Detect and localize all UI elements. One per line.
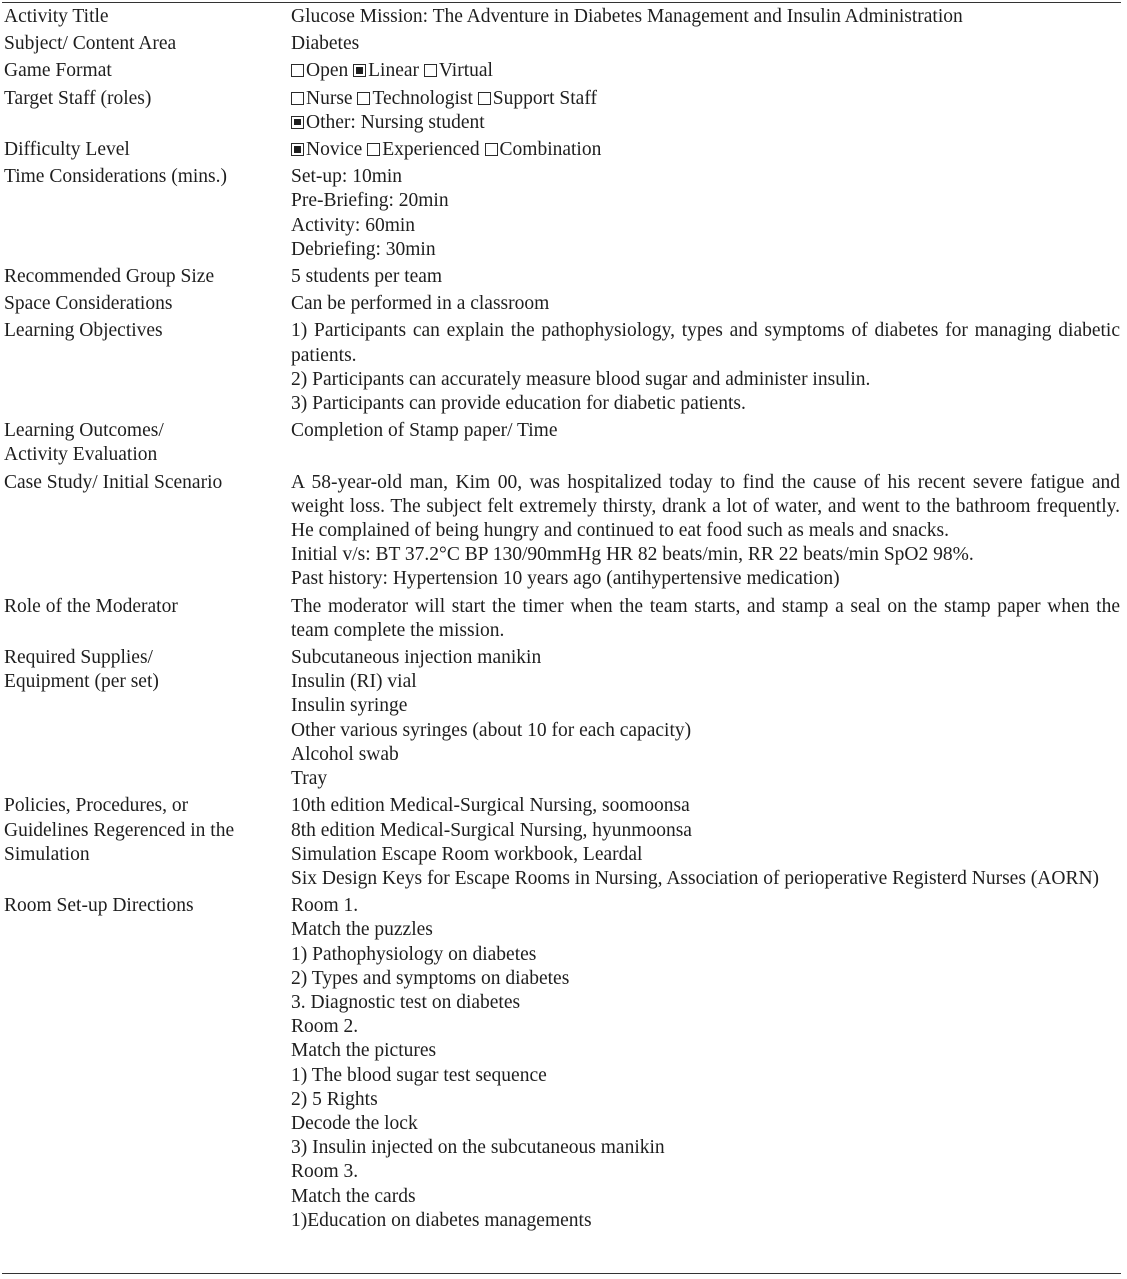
case-study-vitals: Initial v/s: BT 37.2°C BP 130/90mmHg HR 82 beats/min, RR 22 beats/min SpO2 98%. xyxy=(291,544,974,566)
checkbox-open-label: Open xyxy=(306,60,349,82)
checkbox-open xyxy=(291,59,348,83)
table-top-rule xyxy=(2,2,1121,3)
label-space: Space Considerations xyxy=(4,293,173,315)
label-outcomes-line-2: Activity Evaluation xyxy=(4,444,158,466)
value-objectives xyxy=(291,318,1120,418)
checkbox-other-label: Other: Nursing student xyxy=(306,111,485,133)
room-setup-line: 1) Pathophysiology on diabetes xyxy=(291,943,537,965)
room-setup-line: Match the cards xyxy=(291,1185,416,1207)
label-game-format: Game Format xyxy=(4,60,112,82)
checkbox-linear-box xyxy=(353,64,366,77)
supply-item: Alcohol swab xyxy=(291,743,399,765)
table-bottom-rule xyxy=(2,1273,1121,1274)
checkbox-support-staff xyxy=(478,87,597,111)
room-setup-line: 3. Diagnostic test on diabetes xyxy=(291,991,521,1013)
label-moderator: Role of the Moderator xyxy=(4,595,178,617)
row-policies xyxy=(4,793,1120,893)
checkbox-virtual xyxy=(424,59,493,83)
room-setup-line: 2) 5 Rights xyxy=(291,1088,378,1110)
label-target-staff: Target Staff (roles) xyxy=(4,87,152,109)
time-debriefing: Debriefing: 30min xyxy=(291,238,436,260)
time-prebriefing: Pre-Briefing: 20min xyxy=(291,190,449,212)
objective-2: 2) Participants can accurately measure blood sugar and administer insulin. xyxy=(291,368,871,390)
row-game-format xyxy=(4,58,1120,85)
checkbox-technologist-box xyxy=(357,92,370,105)
reference-item: 8th edition Medical-Surgical Nursing, hyunmoonsa xyxy=(291,819,692,841)
row-subject xyxy=(4,31,1120,58)
checkbox-support-staff-box xyxy=(478,92,491,105)
value-case-study xyxy=(291,470,1120,594)
value-game-format xyxy=(291,58,1120,85)
activity-table xyxy=(4,4,1120,1235)
value-outcomes: Completion of Stamp paper/ Time xyxy=(291,420,558,442)
supply-item: Insulin syringe xyxy=(291,695,408,717)
time-activity: Activity: 60min xyxy=(291,214,416,236)
value-subject: Diabetes xyxy=(291,33,360,55)
checkbox-open-box xyxy=(291,64,304,77)
value-policies xyxy=(291,793,1120,893)
checkbox-nurse-label: Nurse xyxy=(306,87,353,109)
checkbox-virtual-label: Virtual xyxy=(438,60,493,82)
value-difficulty xyxy=(291,137,1120,164)
label-supplies xyxy=(4,645,291,793)
value-activity-title: Glucose Mission: The Adventure in Diabetes Management and Insulin Administration xyxy=(291,6,963,27)
label-outcomes-line-1: Learning Outcomes/ xyxy=(4,420,164,442)
checkbox-support-staff-label: Support Staff xyxy=(492,87,597,109)
supply-item: Subcutaneous injection manikin xyxy=(291,647,542,669)
checkbox-combination-label: Combination xyxy=(499,139,602,161)
value-target-staff xyxy=(291,86,1120,137)
value-supplies xyxy=(291,645,1120,793)
checkbox-linear xyxy=(353,59,419,83)
row-time xyxy=(4,164,1120,264)
supply-item: Other various syringes (about 10 for each capacity) xyxy=(291,719,692,741)
row-activity-title xyxy=(4,4,1120,31)
label-subject: Subject/ Content Area xyxy=(4,33,177,55)
row-objectives xyxy=(4,318,1120,418)
room-setup-line: 1)Education on diabetes managements xyxy=(291,1209,592,1231)
room-setup-line: Match the puzzles xyxy=(291,919,433,941)
row-supplies xyxy=(4,645,1120,793)
label-time: Time Considerations (mins.) xyxy=(4,166,227,188)
value-group-size: 5 students per team xyxy=(291,266,443,288)
label-difficulty: Difficulty Level xyxy=(4,139,130,161)
room-setup-line: Room 3. xyxy=(291,1161,359,1183)
checkbox-experienced-label: Experienced xyxy=(382,139,480,161)
checkbox-combination-box xyxy=(485,143,498,156)
value-time xyxy=(291,164,1120,264)
objective-3: 3) Participants can provide education for diabetic patients. xyxy=(291,393,746,415)
reference-item: Simulation Escape Room workbook, Leardal xyxy=(291,843,643,865)
case-study-narrative: A 58-year-old man, Kim 00, was hospitalized today to find the cause of his recent severe fatigue and weight loss. The subject felt extremely thirsty, drank a lot of water, and went to the bathroom frequently. He complained of being hungry and continued to eat food such as meals and snacks. xyxy=(291,471,1120,542)
checkbox-other-box xyxy=(291,116,304,129)
checkbox-combination xyxy=(485,138,602,162)
row-room-setup xyxy=(4,893,1120,1235)
row-space xyxy=(4,291,1120,318)
checkbox-novice-box xyxy=(291,143,304,156)
case-study-history: Past history: Hypertension 10 years ago (antihypertensive medication) xyxy=(291,568,840,590)
checkbox-experienced xyxy=(367,138,479,162)
label-activity-title: Activity Title xyxy=(4,6,109,27)
row-outcomes xyxy=(4,418,1120,469)
label-objectives: Learning Objectives xyxy=(4,320,163,342)
label-outcomes xyxy=(4,418,291,469)
supply-item: Insulin (RI) vial xyxy=(291,671,417,693)
checkbox-novice xyxy=(291,138,362,162)
label-policies-line-1: Policies, Procedures, or xyxy=(4,795,189,817)
value-room-setup xyxy=(291,893,1120,1235)
checkbox-nurse xyxy=(291,87,353,111)
checkbox-novice-label: Novice xyxy=(306,139,363,161)
checkbox-linear-label: Linear xyxy=(368,60,420,82)
checkbox-technologist xyxy=(357,87,472,111)
supply-item: Tray xyxy=(291,768,328,790)
room-setup-line: Decode the lock xyxy=(291,1112,418,1134)
room-setup-line: Room 1. xyxy=(291,895,359,917)
reference-item: Six Design Keys for Escape Rooms in Nursing, Association of perioperative Registerd Nurses (AORN) xyxy=(291,867,1100,889)
label-policies xyxy=(4,793,291,893)
moderator-text: The moderator will start the timer when the team starts, and stamp a seal on the stamp paper when the team complete the mission. xyxy=(291,595,1120,641)
checkbox-experienced-box xyxy=(367,143,380,156)
room-setup-line: 2) Types and symptoms on diabetes xyxy=(291,967,570,989)
room-setup-line: Match the pictures xyxy=(291,1040,437,1062)
room-setup-line: Room 2. xyxy=(291,1016,359,1038)
objective-1: 1) Participants can explain the pathophysiology, types and symptoms of diabetes for managing diabetic patients. xyxy=(291,320,1120,366)
value-moderator xyxy=(291,594,1120,645)
row-case-study xyxy=(4,470,1120,594)
checkbox-technologist-label: Technologist xyxy=(372,87,473,109)
label-policies-line-3: Simulation xyxy=(4,843,90,865)
row-target-staff xyxy=(4,86,1120,137)
label-supplies-line-2: Equipment (per set) xyxy=(4,671,159,693)
label-room-setup: Room Set-up Directions xyxy=(4,895,194,917)
row-group-size xyxy=(4,264,1120,291)
checkbox-other xyxy=(291,111,485,135)
label-policies-line-2: Guidelines Regerenced in the xyxy=(4,819,235,841)
value-space: Can be performed in a classroom xyxy=(291,293,550,315)
checkbox-nurse-box xyxy=(291,92,304,105)
time-setup: Set-up: 10min xyxy=(291,166,403,188)
label-group-size: Recommended Group Size xyxy=(4,266,215,288)
label-supplies-line-1: Required Supplies/ xyxy=(4,647,153,669)
room-setup-line: 3) Insulin injected on the subcutaneous manikin xyxy=(291,1137,665,1159)
checkbox-virtual-box xyxy=(424,64,437,77)
label-case-study: Case Study/ Initial Scenario xyxy=(4,471,223,493)
reference-item: 10th edition Medical-Surgical Nursing, soomoonsa xyxy=(291,795,690,817)
room-setup-line: 1) The blood sugar test sequence xyxy=(291,1064,547,1086)
row-moderator xyxy=(4,594,1120,645)
row-difficulty xyxy=(4,137,1120,164)
